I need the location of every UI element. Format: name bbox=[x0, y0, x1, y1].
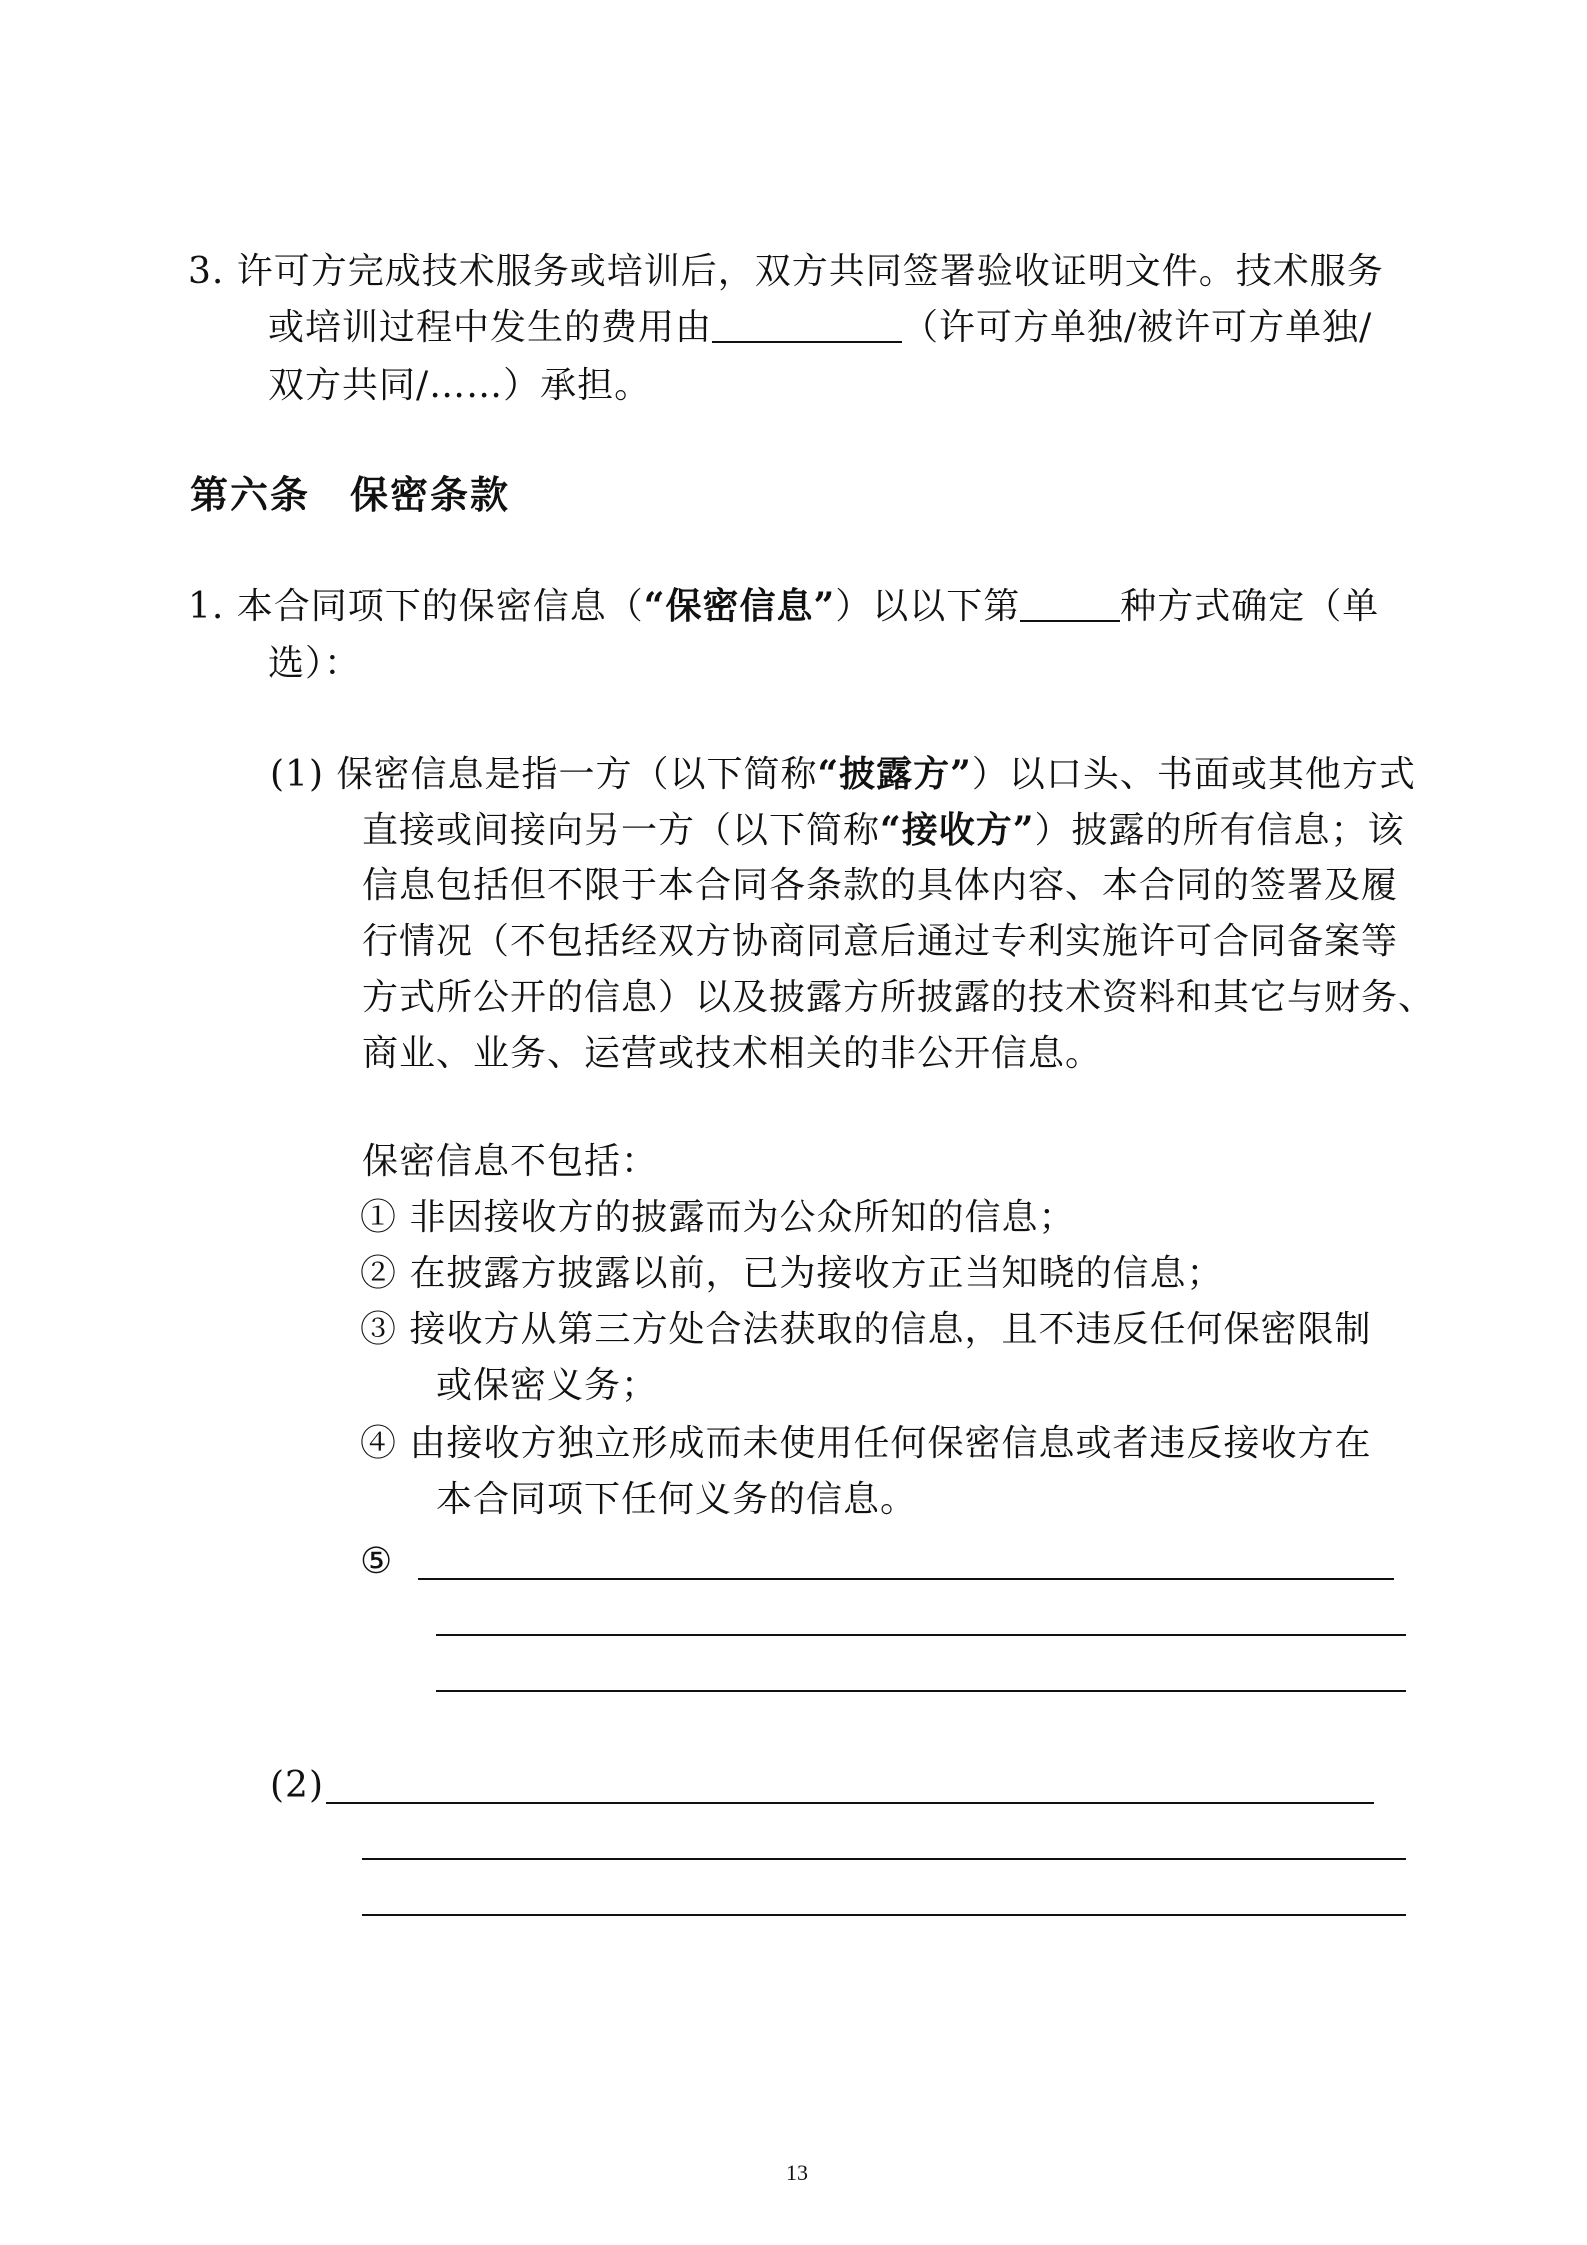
option2-blank-line-1[interactable] bbox=[326, 1802, 1374, 1804]
exclusion-item-3-line2: 或保密义务； bbox=[436, 1365, 659, 1406]
clause1-line1 bbox=[188, 584, 1379, 629]
exclusion-5-blank-line-2[interactable] bbox=[436, 1634, 1406, 1636]
clause1-text-a: 1. 本合同项下的保密信息（ bbox=[188, 586, 644, 627]
exclusions-title: 保密信息不包括： bbox=[362, 1141, 659, 1182]
option1-line1 bbox=[270, 752, 1416, 797]
option1-line2 bbox=[362, 808, 1404, 853]
clause1-term-confidential-info: “保密信息” bbox=[643, 585, 836, 627]
page-number: 13 bbox=[786, 2160, 808, 2185]
item3-line2-text-a: 或培训过程中发生的费用由 bbox=[268, 307, 713, 348]
clause1-text-c: 种方式确定（单 bbox=[1120, 586, 1380, 627]
exclusion-item-4-line1: ④ 由接收方独立形成而未使用任何保密信息或者违反接收方在 bbox=[360, 1423, 1372, 1464]
option2-blank-line-3[interactable] bbox=[362, 1914, 1406, 1916]
option2-label: (2) bbox=[270, 1765, 324, 1806]
exclusion-5-blank-line-3[interactable] bbox=[436, 1690, 1406, 1692]
article-heading: 第六条 保密条款 bbox=[190, 472, 511, 517]
option2-blank-line-2[interactable] bbox=[362, 1858, 1406, 1860]
exclusion-item-1: ① 非因接收方的披露而为公众所知的信息； bbox=[360, 1197, 1076, 1238]
clause1-line2: 选）： bbox=[268, 643, 362, 684]
exclusion-5-blank-line-1[interactable] bbox=[418, 1578, 1394, 1580]
option1-l2-text-a: 直接或间接向另一方（以下简称 bbox=[362, 810, 881, 851]
cost-bearer-blank[interactable] bbox=[712, 311, 902, 343]
option1-line5: 方式所公开的信息）以及披露方所披露的技术资料和其它与财务、 bbox=[362, 977, 1436, 1018]
exclusion-item-3-line1: ③ 接收方从第三方处合法获取的信息，且不违反任何保密限制 bbox=[360, 1309, 1372, 1350]
method-choice-blank[interactable] bbox=[1020, 590, 1120, 622]
exclusion-item-2: ② 在披露方披露以前，已为接收方正当知晓的信息； bbox=[360, 1253, 1224, 1294]
item3-line3: 双方共同/……）承担。 bbox=[268, 365, 652, 406]
option1-l2-text-b: ）披露的所有信息；该 bbox=[1034, 810, 1405, 851]
item3-line2-text-b: （许可方单独/被许可方单独/ bbox=[902, 307, 1373, 348]
term-disclosing-party: “披露方” bbox=[817, 753, 972, 795]
option1-line6: 商业、业务、运营或技术相关的非公开信息。 bbox=[362, 1033, 1103, 1074]
exclusion-item-5-marker: ⑤ bbox=[360, 1541, 394, 1582]
option1-line4: 行情况（不包括经双方协商同意后通过专利实施许可合同备案等 bbox=[362, 921, 1399, 962]
term-receiving-party: “接收方” bbox=[880, 809, 1035, 851]
option1-l1-text-a: (1) 保密信息是指一方（以下简称 bbox=[270, 754, 818, 795]
clause1-text-b: ）以以下第 bbox=[835, 586, 1021, 627]
item3-line2 bbox=[268, 306, 1372, 350]
exclusion-item-4-line2: 本合同项下任何义务的信息。 bbox=[436, 1479, 918, 1520]
option1-line3: 信息包括但不限于本合同各条款的具体内容、本合同的签署及履 bbox=[362, 865, 1399, 906]
item3-line1: 3. 许可方完成技术服务或培训后，双方共同签署验收证明文件。技术服务 bbox=[188, 251, 1384, 292]
option1-l1-text-b: ）以口头、书面或其他方式 bbox=[971, 754, 1416, 795]
